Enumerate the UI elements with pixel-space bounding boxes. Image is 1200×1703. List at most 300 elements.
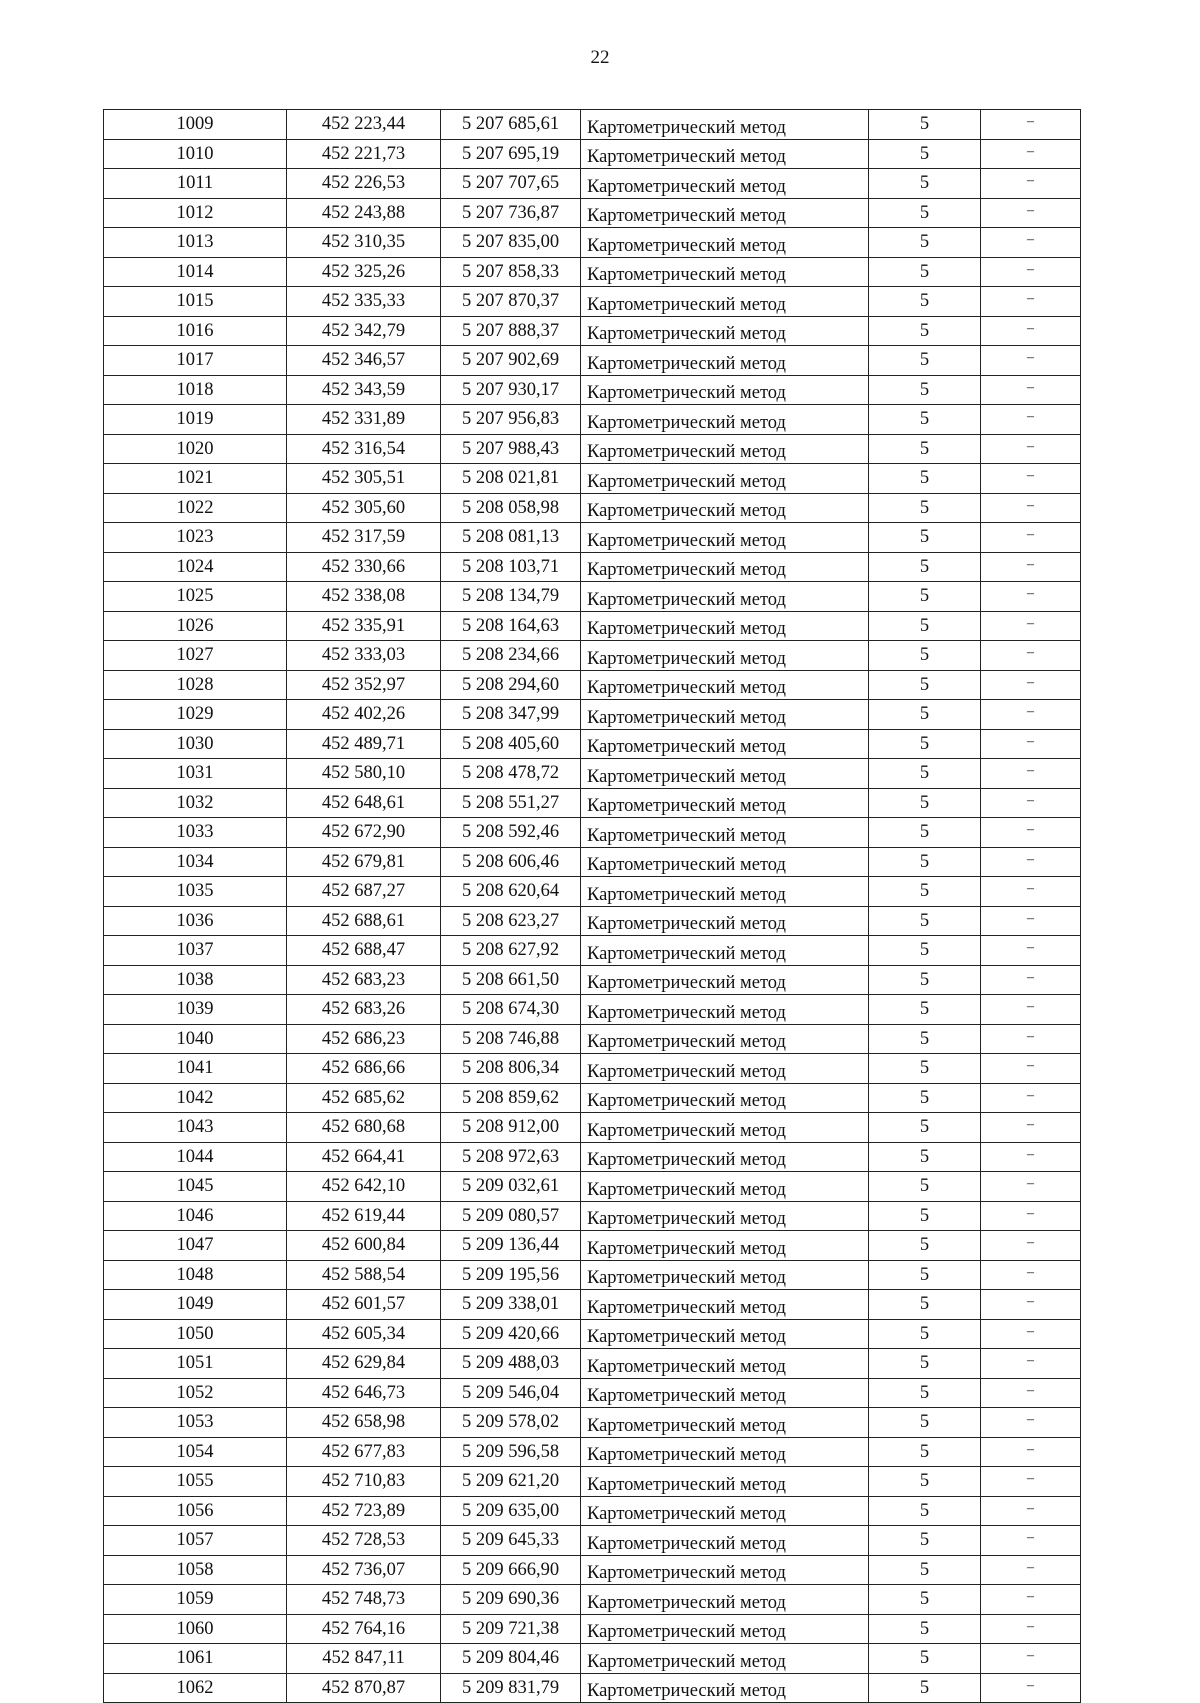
x-coordinate-cell: 452 330,66: [287, 552, 441, 582]
dash-cell: –: [981, 1644, 1081, 1674]
dash-cell: –: [981, 818, 1081, 848]
point-number-cell: 1042: [104, 1083, 287, 1113]
table-row: [104, 670, 1081, 700]
accuracy-cell: 5: [869, 1142, 981, 1172]
x-coordinate-cell: 452 688,47: [287, 936, 441, 966]
y-coordinate-cell: 5 208 405,60: [441, 729, 581, 759]
table-row: [104, 1555, 1081, 1585]
dash-cell: –: [981, 965, 1081, 995]
method-cell: Картометрический метод: [581, 169, 869, 199]
y-coordinate-cell: 5 208 478,72: [441, 759, 581, 789]
accuracy-cell: 5: [869, 877, 981, 907]
accuracy-cell: 5: [869, 818, 981, 848]
point-number-cell: 1030: [104, 729, 287, 759]
method-cell: Картометрический метод: [581, 1555, 869, 1585]
accuracy-cell: 5: [869, 1024, 981, 1054]
table-row: [104, 1378, 1081, 1408]
accuracy-cell: 5: [869, 1614, 981, 1644]
dash-cell: –: [981, 1054, 1081, 1084]
x-coordinate-cell: 452 764,16: [287, 1614, 441, 1644]
dash-cell: –: [981, 1113, 1081, 1143]
dash-cell: –: [981, 1526, 1081, 1556]
dash-cell: –: [981, 405, 1081, 435]
y-coordinate-cell: 5 208 674,30: [441, 995, 581, 1025]
table-row: [104, 257, 1081, 287]
table-row: [104, 1260, 1081, 1290]
method-cell: Картометрический метод: [581, 198, 869, 228]
x-coordinate-cell: 452 847,11: [287, 1644, 441, 1674]
x-coordinate-cell: 452 335,33: [287, 287, 441, 317]
dash-cell: –: [981, 788, 1081, 818]
dash-cell: –: [981, 670, 1081, 700]
dash-cell: –: [981, 700, 1081, 730]
accuracy-cell: 5: [869, 1172, 981, 1202]
table-row: [104, 434, 1081, 464]
x-coordinate-cell: 452 683,23: [287, 965, 441, 995]
x-coordinate-cell: 452 343,59: [287, 375, 441, 405]
x-coordinate-cell: 452 489,71: [287, 729, 441, 759]
accuracy-cell: 5: [869, 582, 981, 612]
table-row: [104, 523, 1081, 553]
y-coordinate-cell: 5 207 930,17: [441, 375, 581, 405]
dash-cell: –: [981, 1408, 1081, 1438]
dash-cell: –: [981, 316, 1081, 346]
y-coordinate-cell: 5 207 695,19: [441, 139, 581, 169]
x-coordinate-cell: 452 736,07: [287, 1555, 441, 1585]
y-coordinate-cell: 5 207 902,69: [441, 346, 581, 376]
x-coordinate-cell: 452 672,90: [287, 818, 441, 848]
method-cell: Картометрический метод: [581, 641, 869, 671]
dash-cell: –: [981, 759, 1081, 789]
point-number-cell: 1047: [104, 1231, 287, 1261]
y-coordinate-cell: 5 209 578,02: [441, 1408, 581, 1438]
method-cell: Картометрический метод: [581, 700, 869, 730]
method-cell: Картометрический метод: [581, 1614, 869, 1644]
point-number-cell: 1045: [104, 1172, 287, 1202]
point-number-cell: 1012: [104, 198, 287, 228]
accuracy-cell: 5: [869, 1555, 981, 1585]
accuracy-cell: 5: [869, 965, 981, 995]
method-cell: Картометрический метод: [581, 1526, 869, 1556]
y-coordinate-cell: 5 208 134,79: [441, 582, 581, 612]
point-number-cell: 1060: [104, 1614, 287, 1644]
y-coordinate-cell: 5 207 988,43: [441, 434, 581, 464]
table-row: [104, 1349, 1081, 1379]
point-number-cell: 1056: [104, 1496, 287, 1526]
y-coordinate-cell: 5 207 685,61: [441, 110, 581, 140]
point-number-cell: 1035: [104, 877, 287, 907]
point-number-cell: 1010: [104, 139, 287, 169]
table-row: [104, 906, 1081, 936]
accuracy-cell: 5: [869, 1231, 981, 1261]
x-coordinate-cell: 452 619,44: [287, 1201, 441, 1231]
x-coordinate-cell: 452 601,57: [287, 1290, 441, 1320]
table-row: [104, 936, 1081, 966]
coordinates-table-body: [104, 110, 1081, 1703]
method-cell: Картометрический метод: [581, 1054, 869, 1084]
accuracy-cell: 5: [869, 1378, 981, 1408]
method-cell: Картометрический метод: [581, 670, 869, 700]
y-coordinate-cell: 5 208 806,34: [441, 1054, 581, 1084]
method-cell: Картометрический метод: [581, 434, 869, 464]
y-coordinate-cell: 5 208 912,00: [441, 1113, 581, 1143]
table-row: [104, 759, 1081, 789]
dash-cell: –: [981, 169, 1081, 199]
page-number: 22: [590, 47, 610, 68]
y-coordinate-cell: 5 209 831,79: [441, 1673, 581, 1703]
x-coordinate-cell: 452 748,73: [287, 1585, 441, 1615]
dash-cell: –: [981, 1083, 1081, 1113]
dash-cell: –: [981, 847, 1081, 877]
table-row: [104, 788, 1081, 818]
x-coordinate-cell: 452 316,54: [287, 434, 441, 464]
method-cell: Картометрический метод: [581, 936, 869, 966]
dash-cell: –: [981, 1201, 1081, 1231]
point-number-cell: 1038: [104, 965, 287, 995]
dash-cell: –: [981, 198, 1081, 228]
x-coordinate-cell: 452 687,27: [287, 877, 441, 907]
accuracy-cell: 5: [869, 1644, 981, 1674]
dash-cell: –: [981, 375, 1081, 405]
table-row: [104, 582, 1081, 612]
accuracy-cell: 5: [869, 700, 981, 730]
point-number-cell: 1026: [104, 611, 287, 641]
method-cell: Картометрический метод: [581, 1231, 869, 1261]
accuracy-cell: 5: [869, 1585, 981, 1615]
x-coordinate-cell: 452 605,34: [287, 1319, 441, 1349]
dash-cell: –: [981, 1349, 1081, 1379]
table-row: [104, 965, 1081, 995]
accuracy-cell: 5: [869, 1319, 981, 1349]
x-coordinate-cell: 452 658,98: [287, 1408, 441, 1438]
method-cell: Картометрический метод: [581, 523, 869, 553]
table-row: [104, 1172, 1081, 1202]
dash-cell: –: [981, 1467, 1081, 1497]
method-cell: Картометрический метод: [581, 228, 869, 258]
x-coordinate-cell: 452 352,97: [287, 670, 441, 700]
accuracy-cell: 5: [869, 198, 981, 228]
method-cell: Картометрический метод: [581, 1201, 869, 1231]
dash-cell: –: [981, 552, 1081, 582]
y-coordinate-cell: 5 209 338,01: [441, 1290, 581, 1320]
accuracy-cell: 5: [869, 995, 981, 1025]
dash-cell: –: [981, 641, 1081, 671]
point-number-cell: 1016: [104, 316, 287, 346]
y-coordinate-cell: 5 209 546,04: [441, 1378, 581, 1408]
method-cell: Картометрический метод: [581, 1142, 869, 1172]
method-cell: Картометрический метод: [581, 847, 869, 877]
dash-cell: –: [981, 1290, 1081, 1320]
y-coordinate-cell: 5 209 136,44: [441, 1231, 581, 1261]
y-coordinate-cell: 5 209 721,38: [441, 1614, 581, 1644]
table-row: [104, 287, 1081, 317]
y-coordinate-cell: 5 209 666,90: [441, 1555, 581, 1585]
x-coordinate-cell: 452 580,10: [287, 759, 441, 789]
point-number-cell: 1023: [104, 523, 287, 553]
x-coordinate-cell: 452 310,35: [287, 228, 441, 258]
point-number-cell: 1052: [104, 1378, 287, 1408]
dash-cell: –: [981, 936, 1081, 966]
table-row: [104, 1408, 1081, 1438]
table-row: [104, 1142, 1081, 1172]
x-coordinate-cell: 452 680,68: [287, 1113, 441, 1143]
point-number-cell: 1040: [104, 1024, 287, 1054]
method-cell: Картометрический метод: [581, 110, 869, 140]
x-coordinate-cell: 452 402,26: [287, 700, 441, 730]
y-coordinate-cell: 5 209 195,56: [441, 1260, 581, 1290]
accuracy-cell: 5: [869, 788, 981, 818]
y-coordinate-cell: 5 207 956,83: [441, 405, 581, 435]
dash-cell: –: [981, 523, 1081, 553]
accuracy-cell: 5: [869, 1349, 981, 1379]
accuracy-cell: 5: [869, 287, 981, 317]
table-row: [104, 611, 1081, 641]
point-number-cell: 1021: [104, 464, 287, 494]
dash-cell: –: [981, 1555, 1081, 1585]
method-cell: Картометрический метод: [581, 965, 869, 995]
table-row: [104, 346, 1081, 376]
table-row: [104, 877, 1081, 907]
dash-cell: –: [981, 582, 1081, 612]
point-number-cell: 1053: [104, 1408, 287, 1438]
table-row: [104, 1614, 1081, 1644]
x-coordinate-cell: 452 688,61: [287, 906, 441, 936]
y-coordinate-cell: 5 208 859,62: [441, 1083, 581, 1113]
y-coordinate-cell: 5 207 888,37: [441, 316, 581, 346]
y-coordinate-cell: 5 209 621,20: [441, 1467, 581, 1497]
point-number-cell: 1009: [104, 110, 287, 140]
table-row: [104, 1644, 1081, 1674]
table-row: [104, 198, 1081, 228]
y-coordinate-cell: 5 207 707,65: [441, 169, 581, 199]
table-row: [104, 1467, 1081, 1497]
point-number-cell: 1031: [104, 759, 287, 789]
accuracy-cell: 5: [869, 906, 981, 936]
point-number-cell: 1013: [104, 228, 287, 258]
point-number-cell: 1014: [104, 257, 287, 287]
x-coordinate-cell: 452 243,88: [287, 198, 441, 228]
table-row: [104, 1083, 1081, 1113]
dash-cell: –: [981, 1319, 1081, 1349]
dash-cell: –: [981, 1378, 1081, 1408]
y-coordinate-cell: 5 208 592,46: [441, 818, 581, 848]
y-coordinate-cell: 5 207 736,87: [441, 198, 581, 228]
y-coordinate-cell: 5 208 081,13: [441, 523, 581, 553]
accuracy-cell: 5: [869, 169, 981, 199]
point-number-cell: 1050: [104, 1319, 287, 1349]
y-coordinate-cell: 5 209 635,00: [441, 1496, 581, 1526]
table-row: [104, 405, 1081, 435]
accuracy-cell: 5: [869, 759, 981, 789]
x-coordinate-cell: 452 335,91: [287, 611, 441, 641]
dash-cell: –: [981, 287, 1081, 317]
dash-cell: –: [981, 1142, 1081, 1172]
method-cell: Картометрический метод: [581, 582, 869, 612]
y-coordinate-cell: 5 208 623,27: [441, 906, 581, 936]
point-number-cell: 1032: [104, 788, 287, 818]
point-number-cell: 1022: [104, 493, 287, 523]
x-coordinate-cell: 452 226,53: [287, 169, 441, 199]
y-coordinate-cell: 5 207 835,00: [441, 228, 581, 258]
accuracy-cell: 5: [869, 257, 981, 287]
accuracy-cell: 5: [869, 493, 981, 523]
table-row: [104, 1054, 1081, 1084]
accuracy-cell: 5: [869, 641, 981, 671]
dash-cell: –: [981, 139, 1081, 169]
x-coordinate-cell: 452 338,08: [287, 582, 441, 612]
table-row: [104, 1526, 1081, 1556]
point-number-cell: 1011: [104, 169, 287, 199]
x-coordinate-cell: 452 679,81: [287, 847, 441, 877]
table-row: [104, 700, 1081, 730]
accuracy-cell: 5: [869, 228, 981, 258]
table-row: [104, 375, 1081, 405]
dash-cell: –: [981, 493, 1081, 523]
method-cell: Картометрический метод: [581, 493, 869, 523]
point-number-cell: 1029: [104, 700, 287, 730]
accuracy-cell: 5: [869, 375, 981, 405]
dash-cell: –: [981, 1614, 1081, 1644]
point-number-cell: 1034: [104, 847, 287, 877]
dash-cell: –: [981, 1437, 1081, 1467]
x-coordinate-cell: 452 646,73: [287, 1378, 441, 1408]
x-coordinate-cell: 452 346,57: [287, 346, 441, 376]
method-cell: Картометрический метод: [581, 1260, 869, 1290]
table-row: [104, 818, 1081, 848]
method-cell: Картометрический метод: [581, 788, 869, 818]
point-number-cell: 1019: [104, 405, 287, 435]
x-coordinate-cell: 452 870,87: [287, 1673, 441, 1703]
y-coordinate-cell: 5 208 551,27: [441, 788, 581, 818]
table-row: [104, 1024, 1081, 1054]
y-coordinate-cell: 5 208 627,92: [441, 936, 581, 966]
table-row: [104, 1290, 1081, 1320]
table-row: [104, 1319, 1081, 1349]
dash-cell: –: [981, 1260, 1081, 1290]
method-cell: Картометрический метод: [581, 611, 869, 641]
table-row: [104, 316, 1081, 346]
dash-cell: –: [981, 995, 1081, 1025]
dash-cell: –: [981, 1231, 1081, 1261]
y-coordinate-cell: 5 208 294,60: [441, 670, 581, 700]
accuracy-cell: 5: [869, 670, 981, 700]
method-cell: Картометрический метод: [581, 316, 869, 346]
dash-cell: –: [981, 729, 1081, 759]
table-row: [104, 169, 1081, 199]
point-number-cell: 1058: [104, 1555, 287, 1585]
x-coordinate-cell: 452 317,59: [287, 523, 441, 553]
point-number-cell: 1057: [104, 1526, 287, 1556]
point-number-cell: 1024: [104, 552, 287, 582]
x-coordinate-cell: 452 223,44: [287, 110, 441, 140]
point-number-cell: 1059: [104, 1585, 287, 1615]
method-cell: Картометрический метод: [581, 877, 869, 907]
dash-cell: –: [981, 464, 1081, 494]
x-coordinate-cell: 452 221,73: [287, 139, 441, 169]
accuracy-cell: 5: [869, 729, 981, 759]
accuracy-cell: 5: [869, 110, 981, 140]
point-number-cell: 1041: [104, 1054, 287, 1084]
method-cell: Картометрический метод: [581, 1673, 869, 1703]
method-cell: Картометрический метод: [581, 1585, 869, 1615]
accuracy-cell: 5: [869, 405, 981, 435]
x-coordinate-cell: 452 342,79: [287, 316, 441, 346]
point-number-cell: 1033: [104, 818, 287, 848]
y-coordinate-cell: 5 209 596,58: [441, 1437, 581, 1467]
table-row: [104, 1496, 1081, 1526]
method-cell: Картометрический метод: [581, 346, 869, 376]
accuracy-cell: 5: [869, 1113, 981, 1143]
method-cell: Картометрический метод: [581, 1408, 869, 1438]
dash-cell: –: [981, 257, 1081, 287]
y-coordinate-cell: 5 208 746,88: [441, 1024, 581, 1054]
point-number-cell: 1051: [104, 1349, 287, 1379]
dash-cell: –: [981, 877, 1081, 907]
y-coordinate-cell: 5 208 058,98: [441, 493, 581, 523]
point-number-cell: 1015: [104, 287, 287, 317]
y-coordinate-cell: 5 208 606,46: [441, 847, 581, 877]
accuracy-cell: 5: [869, 552, 981, 582]
accuracy-cell: 5: [869, 1496, 981, 1526]
x-coordinate-cell: 452 600,84: [287, 1231, 441, 1261]
table-row: [104, 228, 1081, 258]
y-coordinate-cell: 5 208 620,64: [441, 877, 581, 907]
table-row: [104, 995, 1081, 1025]
table-row: [104, 552, 1081, 582]
point-number-cell: 1037: [104, 936, 287, 966]
point-number-cell: 1027: [104, 641, 287, 671]
method-cell: Картометрический метод: [581, 1349, 869, 1379]
accuracy-cell: 5: [869, 139, 981, 169]
accuracy-cell: 5: [869, 1673, 981, 1703]
x-coordinate-cell: 452 642,10: [287, 1172, 441, 1202]
dash-cell: –: [981, 1585, 1081, 1615]
method-cell: Картометрический метод: [581, 1113, 869, 1143]
accuracy-cell: 5: [869, 611, 981, 641]
table-row: [104, 493, 1081, 523]
accuracy-cell: 5: [869, 1408, 981, 1438]
y-coordinate-cell: 5 207 858,33: [441, 257, 581, 287]
table-row: [104, 1201, 1081, 1231]
method-cell: Картометрический метод: [581, 729, 869, 759]
dash-cell: –: [981, 1496, 1081, 1526]
method-cell: Картометрический метод: [581, 1378, 869, 1408]
x-coordinate-cell: 452 325,26: [287, 257, 441, 287]
accuracy-cell: 5: [869, 1526, 981, 1556]
point-number-cell: 1028: [104, 670, 287, 700]
x-coordinate-cell: 452 723,89: [287, 1496, 441, 1526]
x-coordinate-cell: 452 728,53: [287, 1526, 441, 1556]
accuracy-cell: 5: [869, 1201, 981, 1231]
x-coordinate-cell: 452 686,66: [287, 1054, 441, 1084]
point-number-cell: 1054: [104, 1437, 287, 1467]
y-coordinate-cell: 5 208 021,81: [441, 464, 581, 494]
method-cell: Картометрический метод: [581, 1290, 869, 1320]
method-cell: Картометрический метод: [581, 1083, 869, 1113]
method-cell: Картометрический метод: [581, 405, 869, 435]
accuracy-cell: 5: [869, 346, 981, 376]
table-row: [104, 641, 1081, 671]
y-coordinate-cell: 5 209 032,61: [441, 1172, 581, 1202]
x-coordinate-cell: 452 305,51: [287, 464, 441, 494]
method-cell: Картометрический метод: [581, 906, 869, 936]
y-coordinate-cell: 5 207 870,37: [441, 287, 581, 317]
method-cell: Картометрический метод: [581, 1024, 869, 1054]
point-number-cell: 1055: [104, 1467, 287, 1497]
method-cell: Картометрический метод: [581, 1172, 869, 1202]
y-coordinate-cell: 5 208 661,50: [441, 965, 581, 995]
method-cell: Картометрический метод: [581, 552, 869, 582]
